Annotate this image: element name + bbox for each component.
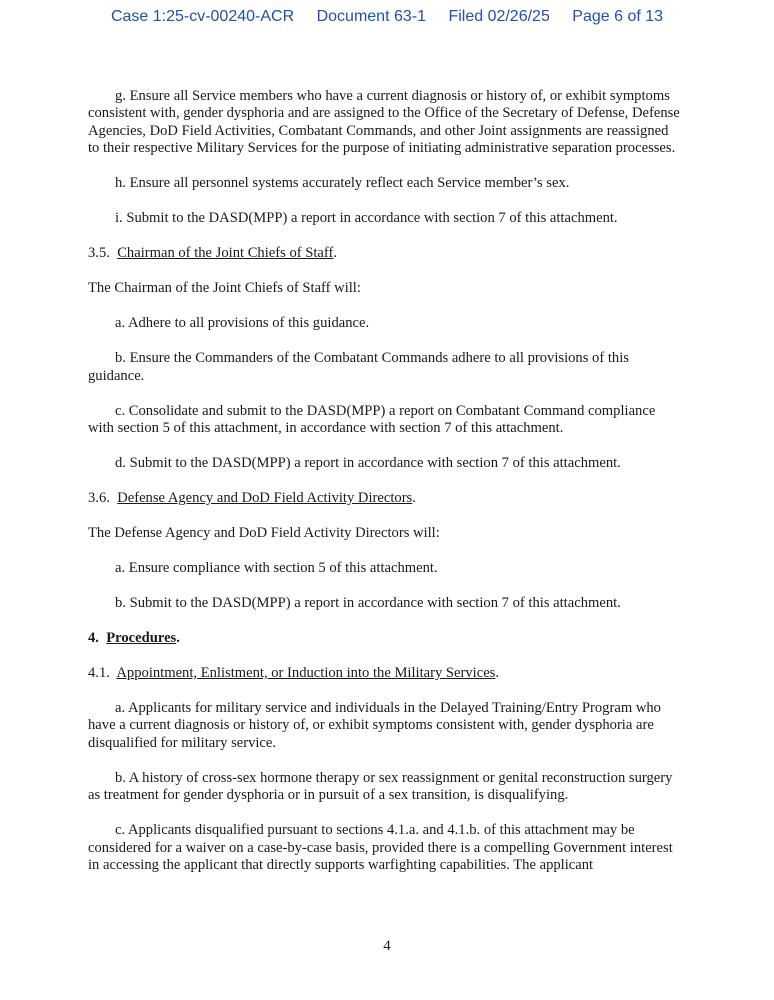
paragraph-g: g. Ensure all Service members who have a current diagnosis or history of, or exhibit symptoms consistent with, gender dysphoria and are assigned to the Office of the Secretary of Defense, Defense Agencies, DoD Field Activities, Combatant Commands, and other Joint assignments are reassigned to their respective Military Services for the purpose of initiating administrative separation processes. xyxy=(88,88,680,157)
page-number: 4 xyxy=(383,938,391,954)
filed-date: Filed 02/26/25 xyxy=(448,8,550,25)
document-body xyxy=(88,88,682,892)
section-3-5-title: Chairman of the Joint Chiefs of Staff xyxy=(117,245,334,262)
paragraph-h: h. Ensure all personnel systems accurately reflect each Service member’s sex. xyxy=(115,175,570,192)
section-3-5-number: 3.5. xyxy=(88,245,110,262)
section-4-1-heading: 4.1. Appointment, Enlistment, or Induction into the Military Services. xyxy=(88,665,500,682)
section-4-1-b: b. A history of cross-sex hormone therapy or sex reassignment or genital reconstruction surgery as treatment for gender dysphoria or in pursuit of a sex transition, is disqualifying. xyxy=(88,769,673,804)
case-number: Case 1:25-cv-00240-ACR xyxy=(110,8,295,25)
section-3-5-intro: The Chairman of the Joint Chiefs of Staff will: xyxy=(88,280,361,297)
section-3-6-intro: The Defense Agency and DoD Field Activity Directors will: xyxy=(88,525,440,542)
section-4-1-title: Appointment, Enlistment, or Induction into the Military Services xyxy=(116,665,496,682)
section-4-heading: 4. Procedures. xyxy=(88,630,180,647)
section-3-6-b: b. Submit to the DASD(MPP) a report in accordance with section 7 of this attachment. xyxy=(115,595,621,612)
court-filing-header xyxy=(0,8,774,26)
section-3-5-a: a. Adhere to all provisions of this guidance. xyxy=(115,315,370,332)
section-3-5-b: b. Ensure the Commanders of the Combatant Commands adhere to all provisions of this guidance. xyxy=(88,350,629,384)
section-3-6-heading: 3.6. Defense Agency and DoD Field Activity Directors. xyxy=(88,490,416,507)
paragraph-i: i. Submit to the DASD(MPP) a report in accordance with section 7 of this attachment. xyxy=(115,210,618,227)
section-4-1-a: a. Applicants for military service and individuals in the Delayed Training/Entry Program who have a current diagnosis or history of, or exhibit symptoms consistent with, gender dysphoria are disqualified for military service. xyxy=(88,700,661,751)
section-4-number: 4. xyxy=(88,630,99,647)
section-3-6-number: 3.6. xyxy=(88,490,110,507)
page-indicator: Page 6 of 13 xyxy=(572,8,664,25)
section-4-1-c: c. Applicants disqualified pursuant to sections 4.1.a. and 4.1.b. of this attachment may be considered for a waiver on a case-by-case basis, provided there is a compelling Government interest in accessing the applicant that directly supports warfighting capabilities. The applicant xyxy=(88,822,673,874)
section-3-5-heading: 3.5. Chairman of the Joint Chiefs of Staff. xyxy=(88,245,338,262)
section-4-1-number: 4.1. xyxy=(88,665,110,682)
section-4-title: Procedures xyxy=(106,630,177,647)
section-3-6-title: Defense Agency and DoD Field Activity Directors xyxy=(117,490,413,507)
section-3-5-c: c. Consolidate and submit to the DASD(MPP) a report on Combatant Command compliance with section 5 of this attachment, in accordance with section 7 of this attachment. xyxy=(88,402,656,437)
section-3-5-d: d. Submit to the DASD(MPP) a report in accordance with section 7 of this attachment. xyxy=(115,455,621,472)
section-3-6-a: a. Ensure compliance with section 5 of this attachment. xyxy=(115,560,438,577)
document-number: Document 63-1 xyxy=(316,8,426,25)
